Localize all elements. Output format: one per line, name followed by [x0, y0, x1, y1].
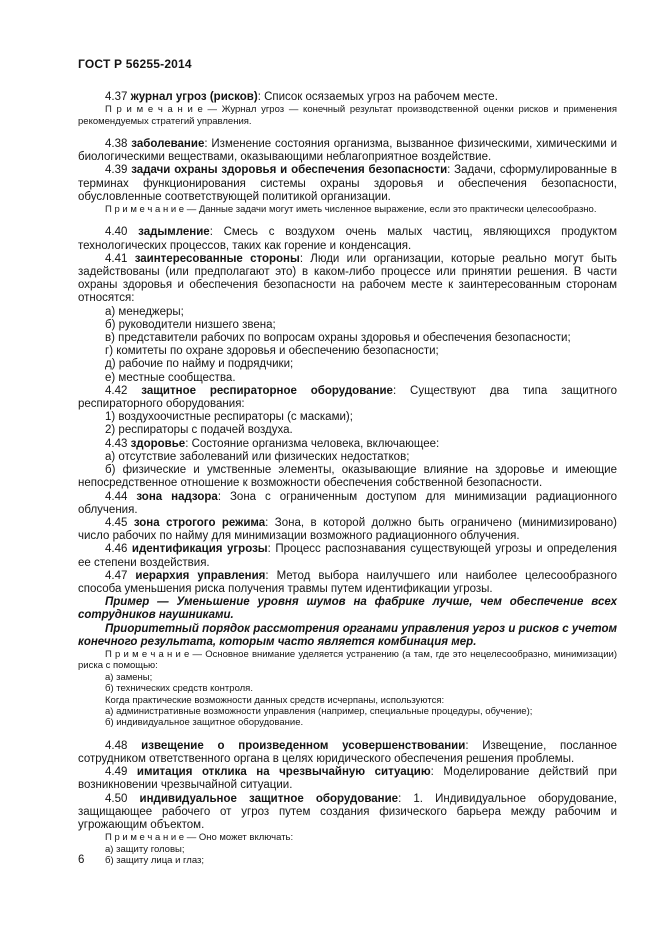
- body-text: П р и м е ч а н и е — Данные задачи могут иметь численное выражение, если это практически целесообразно.: [105, 204, 597, 216]
- paragraph: [78, 91, 617, 104]
- paragraph: [78, 570, 617, 596]
- body-text: : Извещение, посланное сотрудником ответственного органа в целях юридического обеспечения решения проблемы.: [78, 739, 618, 765]
- document-body: [78, 91, 617, 866]
- term-text: иерархия управления: [135, 569, 266, 582]
- body-text: : Изменение состояния организма, вызванное физическими, химическими и биологическими веществами, оказывающими неблагоприятное воздействие.: [78, 138, 617, 164]
- body-text: д) рабочие по найму и подрядчики;: [105, 358, 294, 371]
- paragraph: [78, 332, 617, 345]
- body-text: : Состояние организма человека, включающее:: [185, 437, 440, 450]
- body-text: 4.39: [105, 164, 132, 177]
- body-text: П р и м е ч а н и е — Оно может включать:: [105, 832, 294, 844]
- body-text: 4.47: [105, 569, 136, 582]
- body-text: : Существуют два типа защитного респираторного оборудования:: [78, 384, 617, 411]
- paragraph: [78, 306, 617, 319]
- paragraph: [78, 438, 617, 451]
- body-text: : 1. Индивидуальное оборудование, защищающее рабочего от угроз путем создания физического барьера между рабочим и угрожающим объектом.: [78, 792, 617, 831]
- document-standard-header: ГОСТ Р 56255-2014: [78, 57, 192, 71]
- body-text: а) менеджеры;: [105, 305, 184, 318]
- paragraph: [78, 385, 617, 411]
- paragraph: [78, 226, 617, 252]
- paragraph: [78, 164, 617, 204]
- body-text: а) защиту головы;: [105, 843, 185, 855]
- paragraph: [78, 649, 617, 672]
- body-text: 4.45: [105, 516, 134, 529]
- paragraph: [78, 358, 617, 371]
- term-text: зона надзора: [136, 490, 218, 503]
- body-text: : Зона с ограниченным доступом для минимизации радиационного облучения.: [78, 490, 618, 516]
- term-text: индивидуальное защитное оборудование: [139, 792, 399, 805]
- term-text: идентификация угрозы: [131, 543, 268, 556]
- term-text: имитация отклика на чрезвычайную ситуацию: [136, 766, 431, 779]
- body-text: 4.49: [105, 766, 137, 779]
- body-text: : Смесь с воздухом очень малых частиц, являющихся продуктом технологических процессов, таких как горение и конденсация.: [78, 226, 617, 252]
- term-text: заболевание: [131, 138, 205, 151]
- paragraph: [78, 543, 617, 569]
- body-text: Пример — Уменьшение уровня шумов на фабрике лучше, чем обеспечение всех сотрудников наушниками.: [78, 596, 617, 622]
- paragraph: [78, 345, 617, 358]
- body-text: : Процесс распознавания существующей угрозы и определения ее степени воздействия.: [78, 543, 618, 569]
- term-text: здоровье: [130, 437, 186, 450]
- body-text: б) технических средств контроля.: [105, 683, 253, 695]
- paragraph: [78, 253, 617, 306]
- body-text: 2) респираторы с подачей воздуха.: [105, 424, 293, 437]
- paragraph: [78, 832, 617, 843]
- body-text: : Список осязаемых угроз на рабочем месте.: [257, 91, 498, 103]
- body-text: 4.43: [105, 437, 131, 450]
- paragraph: [78, 319, 617, 332]
- paragraph: [78, 372, 617, 385]
- body-text: П р и м е ч а н и е — Журнал угроз — конечный результат производственной оценки рисков и применения рекомендуемых стратегий управления.: [78, 104, 617, 127]
- body-text: 4.50: [105, 792, 140, 805]
- paragraph: [78, 695, 617, 706]
- paragraph: [78, 793, 617, 833]
- paragraph: [78, 706, 617, 717]
- term-text: задачи охраны здоровья и обеспечения безопасности: [131, 164, 448, 177]
- body-text: 4.41: [105, 252, 135, 265]
- page-number: 6: [78, 854, 85, 866]
- paragraph: [78, 623, 617, 649]
- term-text: защитное респираторное оборудование: [141, 384, 393, 397]
- term-text: извещение о произведенном усовершенствовании: [141, 739, 466, 752]
- body-text: : Люди или организации, которые реально могут быть задействованы (или предполагают это) в каком-либо процессе или принятии решения. В части охраны здоровья и обеспечения безопасности на рабочем месте к заинтересованным сторонам относятся:: [78, 252, 618, 305]
- term-text: заинтересованные стороны: [134, 252, 300, 265]
- body-text: 1) воздухоочистные респираторы (с масками);: [105, 411, 353, 424]
- body-text: б) защиту лица и глаз;: [105, 855, 204, 867]
- paragraph: [78, 491, 617, 517]
- paragraph: [78, 451, 617, 464]
- body-text: Когда практические возможности данных средств исчерпаны, используются:: [105, 694, 445, 706]
- body-text: б) индивидуальное защитное оборудование.: [105, 717, 304, 729]
- body-text: : Моделирование действий при возникновении чрезвычайной ситуации.: [78, 766, 617, 792]
- body-text: : Зона, в которой должно быть ограничено (минимизировано) число рабочих по найму для минимизации возможного радиационного облучения.: [78, 516, 617, 543]
- body-text: Приоритетный порядок рассмотрения органами управления угроз и рисков с учетом конечного результата, которым часто является комбинация мер.: [78, 622, 617, 648]
- paragraph: [78, 411, 617, 424]
- body-text: г) комитеты по охране здоровья и обеспечению безопасности;: [105, 345, 439, 358]
- paragraph: [78, 844, 617, 855]
- paragraph: [78, 672, 617, 683]
- body-text: 4.44: [105, 490, 137, 503]
- body-text: 4.48: [105, 739, 142, 752]
- paragraph: [78, 717, 617, 728]
- body-text: б) физические и умственные элементы, оказывающие влияние на здоровье и имеющие непосредственное отношение к возможности обеспечения собственной безопасности.: [78, 464, 617, 490]
- body-text: 4.46: [105, 543, 132, 556]
- paragraph: [78, 855, 617, 866]
- paragraph: [78, 138, 617, 164]
- paragraph: [78, 424, 617, 437]
- body-text: П р и м е ч а н и е — Основное внимание уделяется устранению (а там, где это нецелесообразно, минимизации) риска с помощью:: [78, 648, 617, 672]
- body-text: а) замены;: [105, 671, 153, 683]
- term-text: журнал угроз (рисков): [130, 91, 258, 103]
- paragraph: [78, 596, 617, 622]
- body-text: : Метод выбора наилучшего или наиболее целесообразного способа уменьшения риска получения травмы путем идентификации угрозы.: [78, 569, 618, 595]
- body-text: е) местные сообщества.: [105, 371, 236, 384]
- body-text: б) руководители низшего звена;: [105, 318, 276, 331]
- body-text: 4.38: [105, 138, 132, 151]
- paragraph: [78, 464, 617, 490]
- term-text: зона строгого режима: [133, 516, 266, 529]
- body-text: в) представители рабочих по вопросам охраны здоровья и обеспечения безопасности;: [105, 332, 571, 345]
- body-text: : Задачи, сформулированные в терминах функционирования системы охраны здоровья и обеспечения безопасности, обусловленные соответствующей политикой организации.: [78, 164, 617, 203]
- body-text: 4.37: [105, 91, 131, 103]
- body-text: 4.40: [105, 226, 139, 239]
- body-text: 4.42: [105, 384, 142, 397]
- body-text: а) отсутствие заболеваний или физических недостатков;: [105, 450, 410, 463]
- term-text: задымление: [138, 226, 210, 239]
- paragraph: [78, 104, 617, 127]
- body-text: а) административные возможности управления (например, специальные процедуры, обучение);: [105, 705, 533, 717]
- paragraph: [78, 740, 617, 766]
- paragraph: [78, 683, 617, 694]
- paragraph: [78, 517, 617, 543]
- paragraph: [78, 766, 617, 792]
- paragraph: [78, 204, 617, 215]
